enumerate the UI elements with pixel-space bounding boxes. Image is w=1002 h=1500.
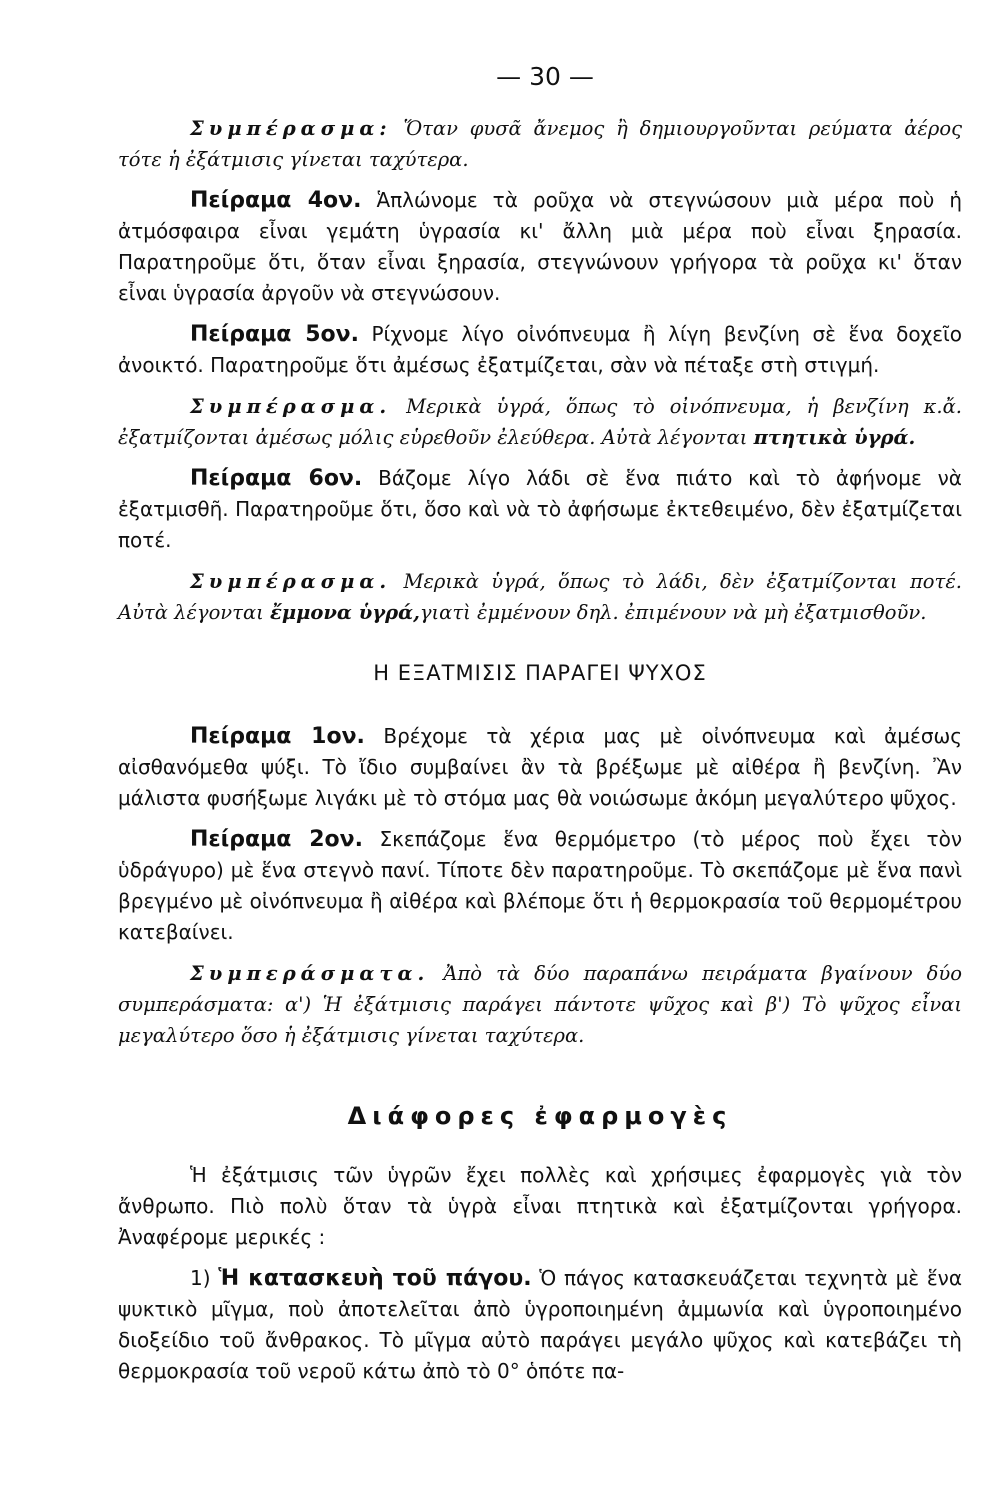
experiment-text: Ρίχνομε λίγο οἰνόπνευμα ἢ λίγη βενζίνη σὲ ἕνα δοχεῖο ἀνοικτό. Παρατηροῦμε ὅτι ἀμέσως ἐξατμίζεται, σὰν νὰ πέταξε στὴ στιγμή. [118, 322, 963, 377]
experiment-text: Βρέχομε τὰ χέρια μας μὲ οἰνόπνευμα καὶ ἀμέσως αἰσθανόμεθα ψύξι. Τὸ ἴδιο συμβαίνει ἂν τὰ βρέξωμε μὲ αἰθέρα ἢ βενζίνη. Ἂν μάλιστα φυσήξωμε λιγάκι μὲ τὸ στόμα μας θὰ νοιώσωμε ἀκόμη μεγαλύτερο ψῦχος. [118, 724, 962, 810]
experiment-label: Πείραμα 6ον. [190, 466, 363, 491]
experiment-text: Σκεπάζομε ἕνα θερμόμετρο (τὸ μέρος ποὺ ἔχει τὸν ὑδράγυρο) μὲ ἕνα στεγνὸ πανί. Τίποτε δὲν παρατηροῦμε. Τὸ σκεπάζομε μὲ ἕνα πανὶ βρεγμένο μὲ οἰνόπνευμα ἢ αἰθέρα καὶ βλέπομε ὅτι ἡ θερμοκρασία τοῦ θερμομέτρου κατεβαίνει. [118, 827, 962, 944]
conclusion-text-2: γιατὶ ἐμμένουν δηλ. ἐπιμένουν νὰ μὴ ἐξατμισθοῦν. [419, 601, 927, 624]
conclusion-label: Συμπέρασμα. [190, 395, 392, 418]
section-heading: Η ΕΞΑΤΜΙΣΙΣ ΠΑΡΑΓΕΙ ΨΥΧΟΣ [373, 661, 707, 685]
experiment-label: Πείραμα 1ον. [190, 724, 365, 749]
conclusion-text: Μερικὰ ὑγρά, ὅπως τὸ λάδι, δὲν ἐξατμίζονται ποτέ. Αὐτὰ λέγονται [118, 570, 962, 624]
conclusion-text: Μερικὰ ὑγρά, ὅπως τὸ οἰνόπνευμα, ἡ βενζίνη κ.ἄ. ἐξατμίζονται ἀμέσως μόλις εὑρεθοῦν ἐλεύθερα. Αὐτὰ λέγονται [118, 395, 962, 449]
conclusion-text: Ὅταν φυσᾶ ἄνεμος ἢ δημιουργοῦνται ρεύματα ἀέρος τότε ἡ ἐξάτμισις γίνεται ταχύτερα. [118, 117, 962, 171]
conclusion-label: Συμπέρασμα. [190, 570, 392, 593]
applications-intro: Ἡ ἐξάτμισις τῶν ὑγρῶν ἔχει πολλὲς καὶ χρήσιμες ἐφαρμογὲς γιὰ τὸν ἄνθρωπο. Πιὸ πολὺ ὅταν τὰ ὑγρὰ εἶναι πτητικὰ καὶ ἐξατμίζονται γρήγορα. Ἀναφέρομε μερικές : [118, 1163, 962, 1249]
experiment-text: Ἁπλώνομε τὰ ροῦχα νὰ στεγνώσουν μιὰ μέρα ποὺ ἡ ἀτμόσφαιρα εἶναι γεμάτη ὑγρασία κι' ἄλλη μιὰ μέρα ποὺ εἶναι ξηρασία. Παρατηροῦμε ὅτι, ὅταν εἶναι ξηρασία, στεγνώνουν γρήγορα τὰ ροῦχα κι' ὅταν εἶναι ὑγρασία ἀργοῦν νὰ στεγνώσουν. [118, 188, 962, 305]
experiment-5 [118, 319, 962, 381]
application-label: Ἡ κατασκευὴ τοῦ πάγου. [218, 1266, 532, 1291]
conclusion-text: Ἀπὸ τὰ δύο παραπάνω πειράματα βγαίνουν δύο συμπεράσματα: α') Ἡ ἐξάτμισις παράγει πάντοτε ψῦχος καὶ β') Τὸ ψῦχος εἶναι μεγαλύτερο ὅσο ἡ ἐξάτμισις γίνεται ταχύτερα. [118, 962, 962, 1047]
conclusion-bold: ἔμμονα ὑγρά, [269, 601, 420, 624]
application-text: Ὁ πάγος κατασκευάζεται τεχνητὰ μὲ ἕνα ψυκτικὸ μῖγμα, ποὺ ἀποτελεῖται ἀπὸ ὑγροποιημένη ἀμμωνία καὶ ὑγροποιημένο διοξείδιο τοῦ ἄνθρακος. Τὸ μῖγμα αὐτὸ παράγει μεγάλο ψῦχος καὶ κατεβάζει τὴ θερμοκρασία τοῦ νεροῦ κάτω ἀπὸ τὸ 0° ὁπότε πα- [118, 1266, 963, 1383]
application-1 [118, 1263, 962, 1387]
conclusion-4 [118, 958, 962, 1051]
experiment-2 [118, 824, 962, 948]
conclusion-label: Συμπεράσματα. [190, 962, 430, 985]
experiment-1 [118, 721, 962, 814]
experiment-text: Βάζομε λίγο λάδι σὲ ἕνα πιάτο καὶ τὸ ἀφήνομε νὰ ἐξατμισθῆ. Παρατηροῦμε ὅτι, ὅσο καὶ νὰ τὸ ἀφήσωμε ἐκτεθειμένο, δὲν ἐξατμίζεται ποτέ. [118, 466, 962, 552]
conclusion-3 [118, 566, 962, 628]
experiment-label: Πείραμα 5ον. [190, 322, 359, 347]
conclusion-label: Συμπέρασμα: [190, 117, 392, 140]
page-number: — 30 — [496, 62, 594, 91]
experiment-4 [118, 185, 962, 309]
experiment-label: Πείραμα 2ον. [190, 827, 363, 852]
application-number: 1) [190, 1266, 219, 1290]
applications-heading: Διάφορες ἐφαρμογὲς [347, 1102, 733, 1130]
experiment-6 [118, 463, 962, 556]
experiment-label: Πείραμα 4ον. [190, 188, 362, 213]
conclusion-bold: πτητικὰ ὑγρά. [753, 426, 916, 449]
conclusion-2 [118, 391, 962, 453]
conclusion-1 [118, 113, 962, 175]
